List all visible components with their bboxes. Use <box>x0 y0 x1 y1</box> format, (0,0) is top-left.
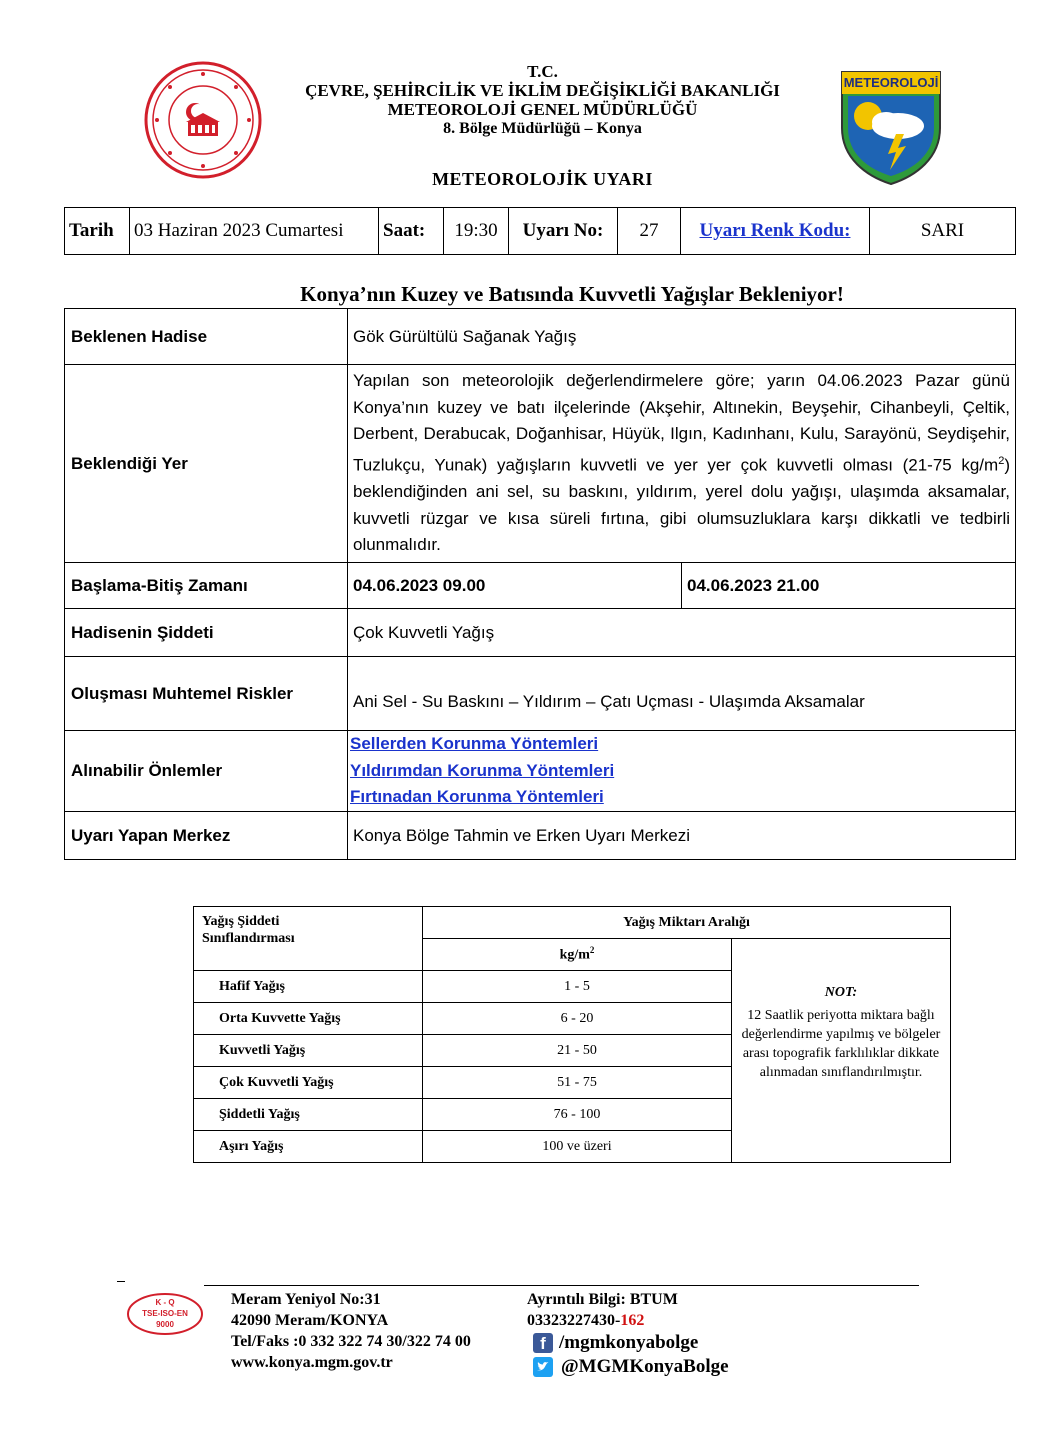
facebook-handle[interactable]: /mgmkonyabolge <box>559 1332 699 1353</box>
risks-value: Ani Sel - Su Baskını – Yıldırım – Çatı Uçması - Ulaşımda Aksamalar <box>348 657 1016 731</box>
footer-divider <box>204 1285 919 1286</box>
warning-details-table <box>64 308 1016 860</box>
phone-main: 03323227430- <box>527 1312 621 1329</box>
meteoroloji-logo-label: METEOROLOJİ <box>843 75 939 90</box>
measures-label: Alınabilir Önlemler <box>65 731 348 812</box>
center-value: Konya Bölge Tahmin ve Erken Uyarı Merkezi <box>348 812 1016 860</box>
address-line2: 42090 Meram/KONYA <box>231 1312 389 1329</box>
class-name-row: Kuvvetli Yağış <box>194 1035 423 1067</box>
center-label: Uyarı Yapan Merkez <box>65 812 348 860</box>
class-range-row: 76 - 100 <box>423 1099 732 1131</box>
twitter-row <box>533 1356 729 1378</box>
cert-line2: TSE-ISO-EN <box>142 1309 188 1318</box>
twitter-icon <box>533 1357 553 1377</box>
place-text-pre: Yapılan son meteorolojik değerlendirmelere göre; yarın 04.06.2023 Pazar günü Konya’nın kuzey ve batı ilçelerinde (Akşehir, Altınekin, Beyşehir, Cihanbeyli, Çeltik, Derbent, Derabucak, Doğanhisar, Hüyük, Ilgın, Kadınhanı, Kulu, Sarayönü, Seydişehir, Tuzlukçu, Yunak) yağışların kuvvetli ve yer yer çok kuvvetli olması (21-75 kg/m <box>353 371 1010 475</box>
unit-sup: 2 <box>589 945 595 956</box>
address-line1: Meram Yeniyol No:31 <box>231 1291 381 1308</box>
class-name-row: Şiddetli Yağış <box>194 1099 423 1131</box>
info-label: Ayrıntılı Bilgi: BTUM <box>527 1291 678 1308</box>
event-label: Beklenen Hadise <box>65 309 348 365</box>
note-text: 12 Saatlik periyotta miktara bağlı değerlendirme yapılmış ve bölgeler arası topografik farklılıklar dikkate alınmadan sınıflandırılmıştır. <box>741 1007 941 1080</box>
tse-cert-badge <box>126 1292 204 1336</box>
twitter-handle[interactable]: @MGMKonyaBolge <box>561 1356 729 1377</box>
warning-no-value: 27 <box>618 208 681 255</box>
warning-no-label: Uyarı No: <box>509 208 618 255</box>
document-title: METEOROLOJİK UYARI <box>432 169 653 189</box>
place-value <box>348 365 1016 563</box>
class-name-row: Hafif Yağış <box>194 971 423 1003</box>
meteoroloji-logo <box>838 68 944 186</box>
warning-info-table <box>64 207 1016 255</box>
website: www.konya.mgm.gov.tr <box>231 1354 393 1371</box>
class-range-row: 1 - 5 <box>423 971 732 1003</box>
amount-header: Yağış Miktarı Aralığı <box>423 907 951 939</box>
color-code-link[interactable]: Uyarı Renk Kodu: <box>699 220 851 241</box>
class-name-row: Orta Kuvvette Yağış <box>194 1003 423 1035</box>
phone-ext: 162 <box>620 1312 645 1329</box>
end-time: 04.06.2023 21.00 <box>682 563 1016 609</box>
class-name-row: Çok Kuvvetli Yağış <box>194 1067 423 1099</box>
ministry-header <box>270 62 815 138</box>
time-value: 19:30 <box>444 208 509 255</box>
color-code-cell <box>681 208 870 255</box>
unit-text: kg/m <box>559 947 590 963</box>
facebook-row <box>533 1332 698 1354</box>
cert-line1: K - Q <box>155 1298 175 1307</box>
date-value: 03 Haziran 2023 Cumartesi <box>130 208 379 255</box>
warning-headline: Konya’nın Kuzey ve Batısında Kuvvetli Yağışlar Bekleniyor! <box>300 282 844 306</box>
start-time: 04.06.2023 09.00 <box>348 563 682 609</box>
cert-line3: 9000 <box>156 1320 174 1329</box>
ministry-seal <box>143 60 263 180</box>
color-code-value: SARI <box>870 208 1016 255</box>
header-tc: T.C. <box>527 62 558 81</box>
phone <box>527 1310 678 1331</box>
class-header-line1: Yağış Şiddeti <box>202 914 280 929</box>
place-text-post: ) beklendiğinden ani sel, su baskını, yıldırım, yerel dolu yağışı, ulaşımda aksamalar, kuvvetli rüzgar ve kısa süreli fırtına, gibi olumsuzluklara karşı dikkatli ve tedbirli olunmalıdır. <box>353 455 1010 555</box>
footer-divider-short <box>117 1281 125 1282</box>
class-range-row: 100 ve üzeri <box>423 1131 732 1163</box>
class-range-row: 6 - 20 <box>423 1003 732 1035</box>
class-range-row: 21 - 50 <box>423 1035 732 1067</box>
rain-classification-table <box>193 906 951 1163</box>
time-range-label: Başlama-Bitiş Zamanı <box>65 563 348 609</box>
unit-header <box>423 939 732 971</box>
measures-links <box>348 731 1016 812</box>
class-name-row: Aşırı Yağış <box>194 1131 423 1163</box>
severity-label: Hadisenin Şiddeti <box>65 609 348 657</box>
risks-label: Oluşması Muhtemel Riskler <box>65 657 348 731</box>
date-label: Tarih <box>65 208 130 255</box>
event-value: Gök Gürültülü Sağanak Yağış <box>348 309 1016 365</box>
class-range-row: 51 - 75 <box>423 1067 732 1099</box>
storm-protection-link[interactable]: Fırtınadan Korunma Yöntemleri <box>350 787 604 807</box>
time-label: Saat: <box>379 208 444 255</box>
header-ministry: ÇEVRE, ŞEHİRCİLİK VE İKLİM DEĞİŞİKLİĞİ BAKANLIĞI <box>305 81 780 100</box>
severity-value: Çok Kuvvetli Yağış <box>348 609 1016 657</box>
header-region: 8. Bölge Müdürlüğü – Konya <box>443 120 642 137</box>
telfax: Tel/Faks :0 332 322 74 30/322 74 00 <box>231 1333 471 1350</box>
footer-contact <box>527 1289 678 1331</box>
class-header-line2: Sınıflandırması <box>202 931 295 946</box>
lightning-protection-link[interactable]: Yıldırımdan Korunma Yöntemleri <box>350 760 615 780</box>
footer-address <box>231 1289 471 1373</box>
note-cell <box>732 971 951 1163</box>
place-text-sup: 2 <box>998 454 1005 467</box>
facebook-icon: f <box>533 1333 553 1353</box>
note-title: NOT: <box>824 984 858 1000</box>
header-directorate: METEOROLOJİ GENEL MÜDÜRLÜĞÜ <box>387 100 698 119</box>
note-spacer <box>732 939 951 971</box>
place-label: Beklendiği Yer <box>65 365 348 563</box>
class-header <box>194 907 423 971</box>
flood-protection-link[interactable]: Sellerden Korunma Yöntemleri <box>350 734 599 754</box>
